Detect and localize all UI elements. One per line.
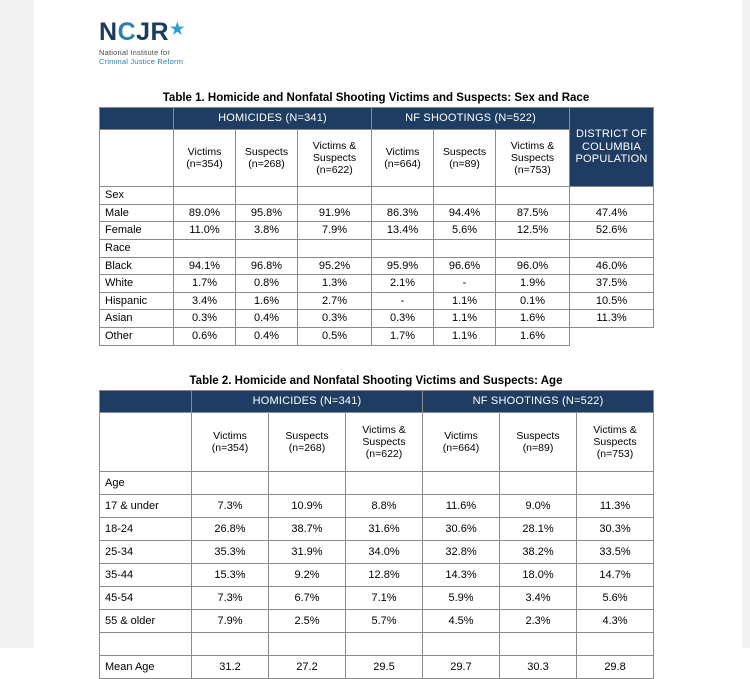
table-row: [100, 328, 654, 346]
table1-cell: 0.4%: [236, 328, 298, 346]
table-row: [100, 275, 654, 293]
page-left-margin: [0, 0, 34, 648]
table1-group-blank: [174, 187, 236, 205]
table2-cell: 10.9%: [269, 495, 346, 518]
table2-subheader-hom-victims: Victims (n=354): [192, 413, 269, 472]
table2-cell: 34.0%: [346, 541, 423, 564]
table2-row-label: 17 & under: [100, 495, 192, 518]
table1-cell: 0.3%: [298, 310, 372, 328]
table2-subheader-hom-suspects: Suspects (n=268): [269, 413, 346, 472]
logo-subtitle-line1: National Institute for: [99, 48, 171, 57]
table2-cell: 33.5%: [577, 541, 654, 564]
table2-group-blank: [269, 472, 346, 495]
table2-subheader-nf-suspects: Suspects (n=89): [500, 413, 577, 472]
table1-cell: 37.5%: [570, 275, 654, 293]
table2-cell: 9.2%: [269, 564, 346, 587]
table1-band-homicides: HOMICIDES (N=341): [174, 108, 372, 130]
table1-group-blank: [496, 187, 570, 205]
table1-cell: 86.3%: [372, 204, 434, 222]
table2-subheader-row: [100, 413, 654, 472]
table1-cell: 0.5%: [298, 328, 372, 346]
logo-letters-jr: JR: [136, 18, 170, 46]
table2-band-row: [100, 391, 654, 413]
table1-cell: 91.9%: [298, 204, 372, 222]
table1-cell: 10.5%: [570, 292, 654, 310]
table2-cell: 30.6%: [423, 518, 500, 541]
table2-cell: 5.9%: [423, 587, 500, 610]
table-row: [100, 292, 654, 310]
table1-cell: 1.6%: [496, 328, 570, 346]
table2-cell: 2.3%: [500, 610, 577, 633]
table2-group-blank: [577, 472, 654, 495]
table1-cell: 3.4%: [174, 292, 236, 310]
table1-subheader-nf-suspects: Suspects (n=89): [434, 130, 496, 187]
table-row: [100, 204, 654, 222]
table2-spacer-cell: [500, 633, 577, 656]
table-row: [100, 587, 654, 610]
table1-cell: 1.3%: [298, 275, 372, 293]
table1-group-blank: [372, 239, 434, 257]
table2-spacer-cell: [577, 633, 654, 656]
table2-cell: 4.3%: [577, 610, 654, 633]
table2: [99, 390, 654, 679]
table2-subheader-nf-victims: Victims (n=664): [423, 413, 500, 472]
table2-row-label: 55 & older: [100, 610, 192, 633]
logo-wordmark: [99, 20, 279, 45]
table2-spacer-cell: [346, 633, 423, 656]
table1-group-blank: [372, 187, 434, 205]
table2-cell: 5.7%: [346, 610, 423, 633]
table2-cell: 5.6%: [577, 587, 654, 610]
table1-group-label-sex: Sex: [100, 187, 174, 205]
table1-cell: 47.4%: [570, 204, 654, 222]
table1-cell: 95.2%: [298, 257, 372, 275]
table1-cell: 1.1%: [434, 292, 496, 310]
table1-cell: 96.0%: [496, 257, 570, 275]
table1-cell: 87.5%: [496, 204, 570, 222]
table1-cell: 5.6%: [434, 222, 496, 240]
table2-cell: 4.5%: [423, 610, 500, 633]
table-row: [100, 518, 654, 541]
table2-cell: 9.0%: [500, 495, 577, 518]
table2-cell: 30.3%: [577, 518, 654, 541]
table1-cell: 0.4%: [236, 310, 298, 328]
table1-subheader-hom-victims: Victims (n=354): [174, 130, 236, 187]
table2-cell: 2.5%: [269, 610, 346, 633]
table2-spacer-cell: [423, 633, 500, 656]
table1-subheader-corner: [100, 130, 174, 187]
table2-cell: 32.8%: [423, 541, 500, 564]
table2-cell: 26.8%: [192, 518, 269, 541]
table2-section: [99, 375, 653, 679]
table1-group-label-race: Race: [100, 239, 174, 257]
table-row: [100, 222, 654, 240]
table2-group-blank: [423, 472, 500, 495]
logo-letter-c: C: [117, 18, 137, 46]
table2-mean-cell: 29.5: [346, 656, 423, 679]
table2-subheader-hom-victims-suspects: Victims & Suspects (n=622): [346, 413, 423, 472]
table2-cell: 11.3%: [577, 495, 654, 518]
table2-cell: 12.8%: [346, 564, 423, 587]
table1-group-blank: [298, 187, 372, 205]
table1-cell: 1.7%: [174, 275, 236, 293]
table1-group-row: [100, 187, 654, 205]
table2-subheader-corner: [100, 413, 192, 472]
table2-cell: 7.3%: [192, 587, 269, 610]
table2-row-label: 25-34: [100, 541, 192, 564]
table2-row-label: 45-54: [100, 587, 192, 610]
table-row: [100, 310, 654, 328]
table1-row-label: White: [100, 275, 174, 293]
table2-group-label-age: Age: [100, 472, 192, 495]
table1-cell: 1.1%: [434, 328, 496, 346]
table1-subheader-nf-victims: Victims (n=664): [372, 130, 434, 187]
table1-group-blank: [434, 187, 496, 205]
table1-cell: 95.8%: [236, 204, 298, 222]
table1-row-label: Other: [100, 328, 174, 346]
table1-cell: 0.8%: [236, 275, 298, 293]
table2-subheader-nf-victims-suspects: Victims & Suspects (n=753): [577, 413, 654, 472]
star-icon: ★: [170, 21, 185, 38]
table1-cell: 52.6%: [570, 222, 654, 240]
table1-cell: 94.1%: [174, 257, 236, 275]
table1-group-blank: [298, 239, 372, 257]
table2-cell: 28.1%: [500, 518, 577, 541]
table1-group-blank: [570, 239, 654, 257]
table2-cell: 38.2%: [500, 541, 577, 564]
table1-row-label: Male: [100, 204, 174, 222]
table2-cell: 6.7%: [269, 587, 346, 610]
table2-mean-row: [100, 656, 654, 679]
table1-band-nf-shootings: NF SHOOTINGS (N=522): [372, 108, 570, 130]
table1-section: [99, 92, 653, 346]
table2-band-homicides: HOMICIDES (N=341): [192, 391, 423, 413]
table-row: [100, 541, 654, 564]
table1-cell: 11.0%: [174, 222, 236, 240]
table2-cell: 3.4%: [500, 587, 577, 610]
table1-group-blank: [174, 239, 236, 257]
table1-cell: 1.9%: [496, 275, 570, 293]
table2-cell: 31.9%: [269, 541, 346, 564]
table-row: [100, 564, 654, 587]
table2-cell: 38.7%: [269, 518, 346, 541]
table2-cell: 8.8%: [346, 495, 423, 518]
table2-row-label: 18-24: [100, 518, 192, 541]
table2-group-blank: [500, 472, 577, 495]
table2-caption: Table 2. Homicide and Nonfatal Shooting Victims and Suspects: Age: [189, 375, 563, 387]
table2-cell: 14.7%: [577, 564, 654, 587]
table1-cell: 12.5%: [496, 222, 570, 240]
table2-mean-cell: 30.3: [500, 656, 577, 679]
table1-cell: 13.4%: [372, 222, 434, 240]
table2-spacer-cell: [269, 633, 346, 656]
table1-group-row: [100, 239, 654, 257]
table2-row-label: 35-44: [100, 564, 192, 587]
table1-caption: Table 1. Homicide and Nonfatal Shooting Victims and Suspects: Sex and Race: [162, 92, 590, 104]
table-row: [100, 495, 654, 518]
table2-mean-cell: 29.7: [423, 656, 500, 679]
table1-band-corner: [100, 108, 174, 130]
table1-row-label: Female: [100, 222, 174, 240]
table2-group-blank: [346, 472, 423, 495]
table2-cell: 35.3%: [192, 541, 269, 564]
table2-cell: 11.6%: [423, 495, 500, 518]
table2-band-corner: [100, 391, 192, 413]
table1-cell: 11.3%: [570, 310, 654, 328]
table2-cell: 18.0%: [500, 564, 577, 587]
table1-cell: 2.1%: [372, 275, 434, 293]
table2-cell: 7.3%: [192, 495, 269, 518]
table1-subheader-hom-victims-suspects: Victims & Suspects (n=622): [298, 130, 372, 187]
table2-cell: 14.3%: [423, 564, 500, 587]
table1-cell: 94.4%: [434, 204, 496, 222]
table1-cell: 0.6%: [174, 328, 236, 346]
table1-group-blank: [236, 187, 298, 205]
table1-cell: 0.3%: [372, 310, 434, 328]
table1-band-population: DISTRICT OF COLUMBIA POPULATION: [570, 108, 654, 187]
table1-cell: 7.9%: [298, 222, 372, 240]
logo-letter-n: N: [99, 18, 118, 46]
table1-cell: 95.9%: [372, 257, 434, 275]
table2-cell: 31.6%: [346, 518, 423, 541]
table1-group-blank: [434, 239, 496, 257]
table2-cell: 7.1%: [346, 587, 423, 610]
table1-cell: 89.0%: [174, 204, 236, 222]
table1-group-blank: [236, 239, 298, 257]
table2-cell: 15.3%: [192, 564, 269, 587]
table2-spacer-cell: [100, 633, 192, 656]
table2-band-nf-shootings: NF SHOOTINGS (N=522): [423, 391, 654, 413]
logo-subtitle-line2: Criminal Justice Reform: [99, 57, 184, 66]
table2-mean-label: Mean Age: [100, 656, 192, 679]
table2-group-blank: [192, 472, 269, 495]
table-row: [100, 610, 654, 633]
table2-mean-cell: 29.8: [577, 656, 654, 679]
page-right-margin: [742, 0, 750, 648]
table2-cell: 7.9%: [192, 610, 269, 633]
table1-cell: 3.8%: [236, 222, 298, 240]
table1-cell: 0.3%: [174, 310, 236, 328]
table1-row-label: Asian: [100, 310, 174, 328]
table1-cell: -: [372, 292, 434, 310]
table1-cell: 1.1%: [434, 310, 496, 328]
table1: [99, 107, 654, 346]
table1-cell: 46.0%: [570, 257, 654, 275]
table1-group-blank: [496, 239, 570, 257]
table1-cell: 96.6%: [434, 257, 496, 275]
table2-group-row: [100, 472, 654, 495]
table1-cell: 0.1%: [496, 292, 570, 310]
nicjr-logo: [99, 20, 279, 66]
table2-mean-cell: 31.2: [192, 656, 269, 679]
table1-subheader-nf-victims-suspects: Victims & Suspects (n=753): [496, 130, 570, 187]
table1-cell: 1.6%: [496, 310, 570, 328]
table2-spacer-row: [100, 633, 654, 656]
table1-cell: 96.8%: [236, 257, 298, 275]
table1-row-label: Hispanic: [100, 292, 174, 310]
table1-band-row: [100, 108, 654, 130]
table-row: [100, 257, 654, 275]
table1-cell: -: [434, 275, 496, 293]
table1-cell: 2.7%: [298, 292, 372, 310]
table1-cell: 1.7%: [372, 328, 434, 346]
table1-cell: 1.6%: [236, 292, 298, 310]
table2-mean-cell: 27.2: [269, 656, 346, 679]
table1-subheader-hom-suspects: Suspects (n=268): [236, 130, 298, 187]
table1-row-label: Black: [100, 257, 174, 275]
table1-group-blank: [570, 187, 654, 205]
table2-spacer-cell: [192, 633, 269, 656]
